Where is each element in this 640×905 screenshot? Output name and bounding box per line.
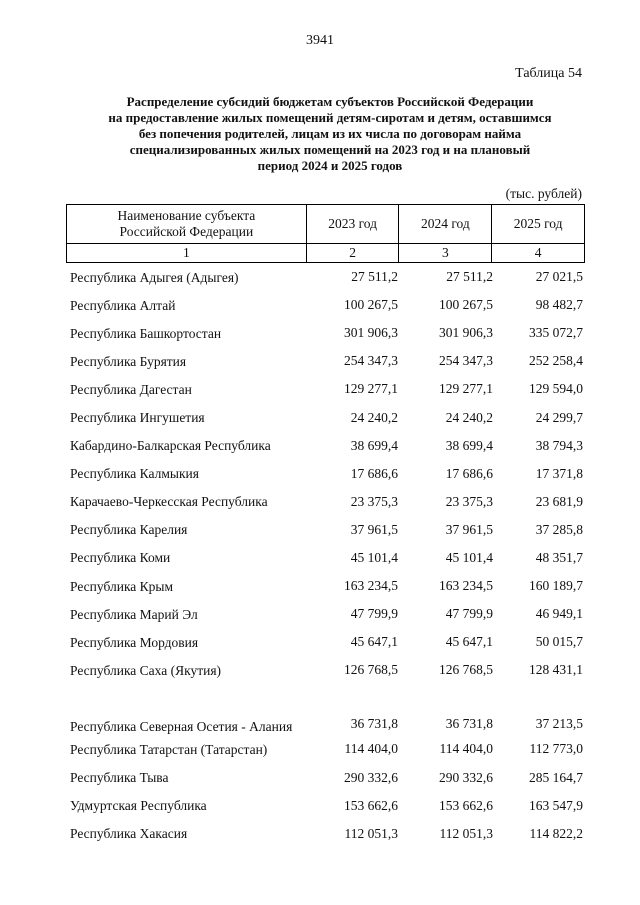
table-row (66, 516, 585, 544)
value-2023: 37 961,5 (350, 521, 398, 537)
region-name: Республика Ингушетия (70, 410, 205, 426)
table-header (66, 204, 585, 263)
value-2023: 114 404,0 (344, 741, 398, 757)
region-name: Республика Северная Осетия - Алания (70, 719, 293, 735)
value-2025: 48 351,7 (535, 549, 583, 565)
value-2025: 285 164,7 (529, 769, 583, 785)
value-2024: 126 768,5 (439, 662, 493, 678)
value-2025: 37 285,8 (535, 521, 583, 537)
value-2023: 45 647,1 (350, 634, 398, 650)
table-label: Таблица 54 (515, 66, 582, 81)
value-2024: 301 906,3 (439, 325, 493, 341)
value-2023: 153 662,6 (344, 797, 398, 813)
table-row (66, 656, 585, 684)
value-2024: 254 347,3 (439, 353, 493, 369)
value-2023: 17 686,6 (350, 465, 398, 481)
value-2023: 163 234,5 (344, 578, 398, 594)
region-name: Республика Саха (Якутия) (70, 662, 222, 678)
table-row (66, 488, 585, 516)
value-2025: 163 547,9 (529, 797, 583, 813)
value-2024: 114 404,0 (439, 741, 493, 757)
value-2024: 112 051,3 (439, 825, 493, 841)
title-line: на предоставление жилых помещений детям-сиротам и детям, оставшимся (108, 110, 552, 125)
region-name: Республика Башкортостан (70, 325, 222, 341)
header-2025: 2025 год (492, 205, 585, 244)
value-2023: 290 332,6 (344, 769, 398, 785)
region-name: Республика Хакасия (70, 826, 188, 842)
value-2025: 37 213,5 (535, 716, 583, 732)
value-2025: 112 773,0 (529, 741, 583, 757)
region-name: Удмуртская Республика (70, 798, 207, 814)
region-name: Республика Мордовия (70, 634, 199, 650)
value-2023: 126 768,5 (344, 662, 398, 678)
column-number: 4 (492, 244, 585, 263)
header-2023: 2023 год (306, 205, 399, 244)
region-name: Республика Тыва (70, 770, 169, 786)
value-2025: 160 189,7 (529, 578, 583, 594)
table-row (66, 347, 585, 375)
table-row (66, 375, 585, 403)
table-row (66, 291, 585, 319)
table-row (66, 735, 585, 763)
page-number: 3941 (306, 33, 334, 48)
table-row (66, 764, 585, 792)
title-line: без попечения родителей, лицам из их числа по договорам найма (138, 126, 522, 141)
value-2023: 129 277,1 (344, 381, 398, 397)
value-2023: 36 731,8 (350, 716, 398, 732)
region-name: Республика Карелия (70, 522, 188, 538)
region-name: Республика Крым (70, 578, 174, 594)
table-title (70, 94, 590, 174)
value-2025: 114 822,2 (529, 825, 583, 841)
value-2023: 100 267,5 (344, 297, 398, 313)
region-name: Кабардино-Балкарская Республика (70, 438, 271, 454)
value-2023: 24 240,2 (350, 409, 398, 425)
value-2023: 38 699,4 (350, 437, 398, 453)
value-2023: 45 101,4 (350, 549, 398, 565)
table-row (66, 544, 585, 572)
value-2025: 23 681,9 (535, 493, 583, 509)
region-name: Республика Калмыкия (70, 466, 199, 482)
value-2023: 301 906,3 (344, 325, 398, 341)
value-2024: 45 647,1 (445, 634, 493, 650)
table-row (66, 319, 585, 347)
region-name: Республика Татарстан (Татарстан) (70, 741, 268, 757)
value-2024: 38 699,4 (445, 437, 493, 453)
value-2025: 46 949,1 (535, 606, 583, 622)
column-number: 2 (306, 244, 399, 263)
units-label: (тыс. рублей) (505, 186, 582, 201)
value-2025: 17 371,8 (535, 465, 583, 481)
value-2023: 112 051,3 (344, 825, 398, 841)
title-line: Распределение субсидий бюджетам субъектов Российской Федерации (126, 94, 534, 109)
value-2025: 27 021,5 (535, 269, 583, 285)
value-2024: 100 267,5 (439, 297, 493, 313)
table-row (66, 820, 585, 848)
region-name: Республика Адыгея (Адыгея) (70, 269, 239, 285)
table-row (66, 628, 585, 656)
header-name: Наименование субъекта Российской Федерации (67, 205, 307, 244)
value-2024: 37 961,5 (445, 521, 493, 537)
table-row (66, 572, 585, 600)
value-2023: 254 347,3 (344, 353, 398, 369)
title-line: период 2024 и 2025 годов (257, 158, 403, 173)
value-2025: 252 258,4 (529, 353, 583, 369)
table-row (66, 600, 585, 628)
table-row (66, 263, 585, 291)
value-2025: 38 794,3 (535, 437, 583, 453)
value-2025: 129 594,0 (529, 381, 583, 397)
column-number: 1 (67, 244, 307, 263)
title-line: специализированных жилых помещений на 2023 год и на плановый (129, 142, 531, 157)
value-2024: 163 234,5 (439, 578, 493, 594)
value-2024: 47 799,9 (445, 606, 493, 622)
value-2025: 98 482,7 (535, 297, 583, 313)
value-2024: 27 511,2 (446, 269, 493, 285)
value-2024: 24 240,2 (445, 409, 493, 425)
table-row (66, 460, 585, 488)
value-2025: 24 299,7 (535, 409, 583, 425)
region-name: Республика Марий Эл (70, 606, 198, 622)
region-name: Республика Бурятия (70, 353, 187, 369)
value-2024: 153 662,6 (439, 797, 493, 813)
value-2024: 36 731,8 (445, 716, 493, 732)
value-2023: 27 511,2 (351, 269, 398, 285)
region-name: Республика Алтай (70, 297, 176, 313)
value-2025: 335 072,7 (529, 325, 583, 341)
region-name: Республика Коми (70, 550, 171, 566)
value-2023: 47 799,9 (350, 606, 398, 622)
value-2024: 129 277,1 (439, 381, 493, 397)
table-row (66, 792, 585, 820)
value-2024: 45 101,4 (445, 549, 493, 565)
table-body (66, 263, 585, 848)
region-name: Республика Дагестан (70, 381, 192, 397)
value-2024: 23 375,3 (445, 493, 493, 509)
region-name: Карачаево-Черкесская Республика (70, 494, 268, 510)
value-2024: 17 686,6 (445, 465, 493, 481)
value-2024: 290 332,6 (439, 769, 493, 785)
column-number: 3 (399, 244, 492, 263)
table-row (66, 403, 585, 431)
value-2025: 50 015,7 (535, 634, 583, 650)
table-row (66, 432, 585, 460)
table-row (66, 684, 585, 735)
value-2023: 23 375,3 (350, 493, 398, 509)
header-2024: 2024 год (399, 205, 492, 244)
value-2025: 128 431,1 (529, 662, 583, 678)
